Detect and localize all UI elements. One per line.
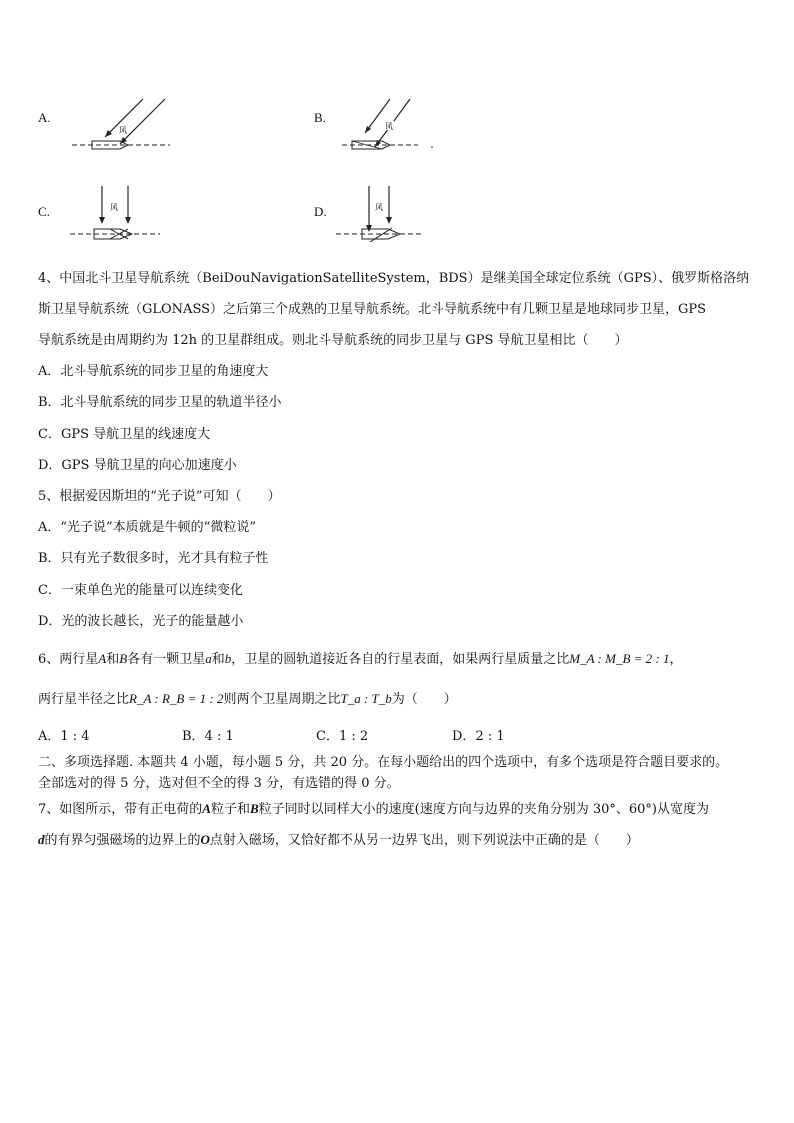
q6-radius-ratio: R_A : R_B = 1 : 2 (129, 691, 224, 706)
svg-text:风: 风 (110, 203, 118, 212)
q4-stem-line2: 斯卫星导航系统（GLONASS）之后第三个成熟的卫星导航系统。北斗导航系统中有几颗卫星是地球同步卫星，GPS (38, 302, 707, 317)
figure-option-c (70, 182, 170, 242)
svg-text:风: 风 (385, 122, 393, 131)
q4-option-d: D．GPS 导航卫星的向心加速度小 (38, 458, 237, 473)
q4-stem-line3: 导航系统是由周期约为 12h 的卫星群组成。则北斗导航系统的同步卫星与 GPS 导航卫星相比（ ） (38, 333, 628, 348)
q6-option-b: B．4 : 1 (182, 729, 234, 744)
q6-stem-line2: 两行星半径之比R_A : R_B = 1 : 2则两个卫星周期之比T_a : T_b为（ ） (38, 691, 457, 707)
q5-option-d: D．光的波长越长，光子的能量越小 (38, 614, 244, 629)
figure-option-a (70, 95, 180, 155)
q7-stem-line2: d的有界匀强磁场的边界上的O点射入磁场，又恰好都不从另一边界飞出，则下列说法中正确的是（ ） (38, 832, 639, 848)
q4-option-c: C．GPS 导航卫星的线速度大 (38, 427, 211, 442)
svg-text:风: 风 (375, 203, 383, 212)
q6-option-c: C．1 : 2 (316, 729, 369, 744)
figure-option-d-label: D. (314, 204, 327, 219)
figure-option-a-label: A. (38, 110, 51, 125)
q5-stem: 5、根据爱因斯坦的“光子说”可知（ ） (38, 489, 281, 504)
q6-period-ratio: T_a : T_b (340, 691, 392, 706)
q4-option-a: A．北斗导航系统的同步卫星的角速度大 (38, 364, 269, 379)
q5-option-a: A．“光子说”本质就是牛顿的“微粒说” (38, 520, 256, 535)
q5-option-c: C．一束单色光的能量可以连续变化 (38, 583, 243, 598)
svg-text:风: 风 (119, 126, 127, 135)
section2-instructions-line2: 全部选对的得 5 分，选对但不全的得 3 分，有选错的得 0 分。 (38, 776, 400, 791)
q4-stem-line1: 4、中国北斗卫星导航系统（BeiDouNavigationSatelliteSystem，BDS）是继美国全球定位系统（GPS）、俄罗斯格洛纳 (38, 271, 750, 286)
figure-option-c-label: C. (38, 204, 50, 219)
figure-option-b-label: B. (314, 110, 326, 125)
q5-option-b: B．只有光子数很多时，光才具有粒子性 (38, 551, 269, 566)
figure-option-b (340, 95, 440, 155)
q6-mass-ratio: M_A : M_B = 2 : 1 (569, 651, 670, 666)
figure-option-d (336, 182, 436, 242)
section2-instructions-line1: 二、多项选择题. 本题共 4 小题，每小题 5 分，共 20 分。在每小题给出的四个选项中，有多个选项是符合题目要求的。 (38, 755, 729, 770)
q6-option-a: A．1 : 4 (38, 729, 90, 744)
q7-stem-line1: 7、如图所示，带有正电荷的A粒子和B粒子同时以同样大小的速度(速度方向与边界的夹角分别为 30°、60°)从宽度为 (38, 801, 710, 817)
q4-option-b: B．北斗导航系统的同步卫星的轨道半径小 (38, 395, 282, 410)
q6-option-d: D．2 : 1 (452, 729, 505, 744)
q6-stem-line1: 6、两行星A和B各有一颗卫星a和b，卫星的圆轨道接近各自的行星表面，如果两行星质量之比M_A : M_B = 2 : 1， (38, 651, 683, 667)
